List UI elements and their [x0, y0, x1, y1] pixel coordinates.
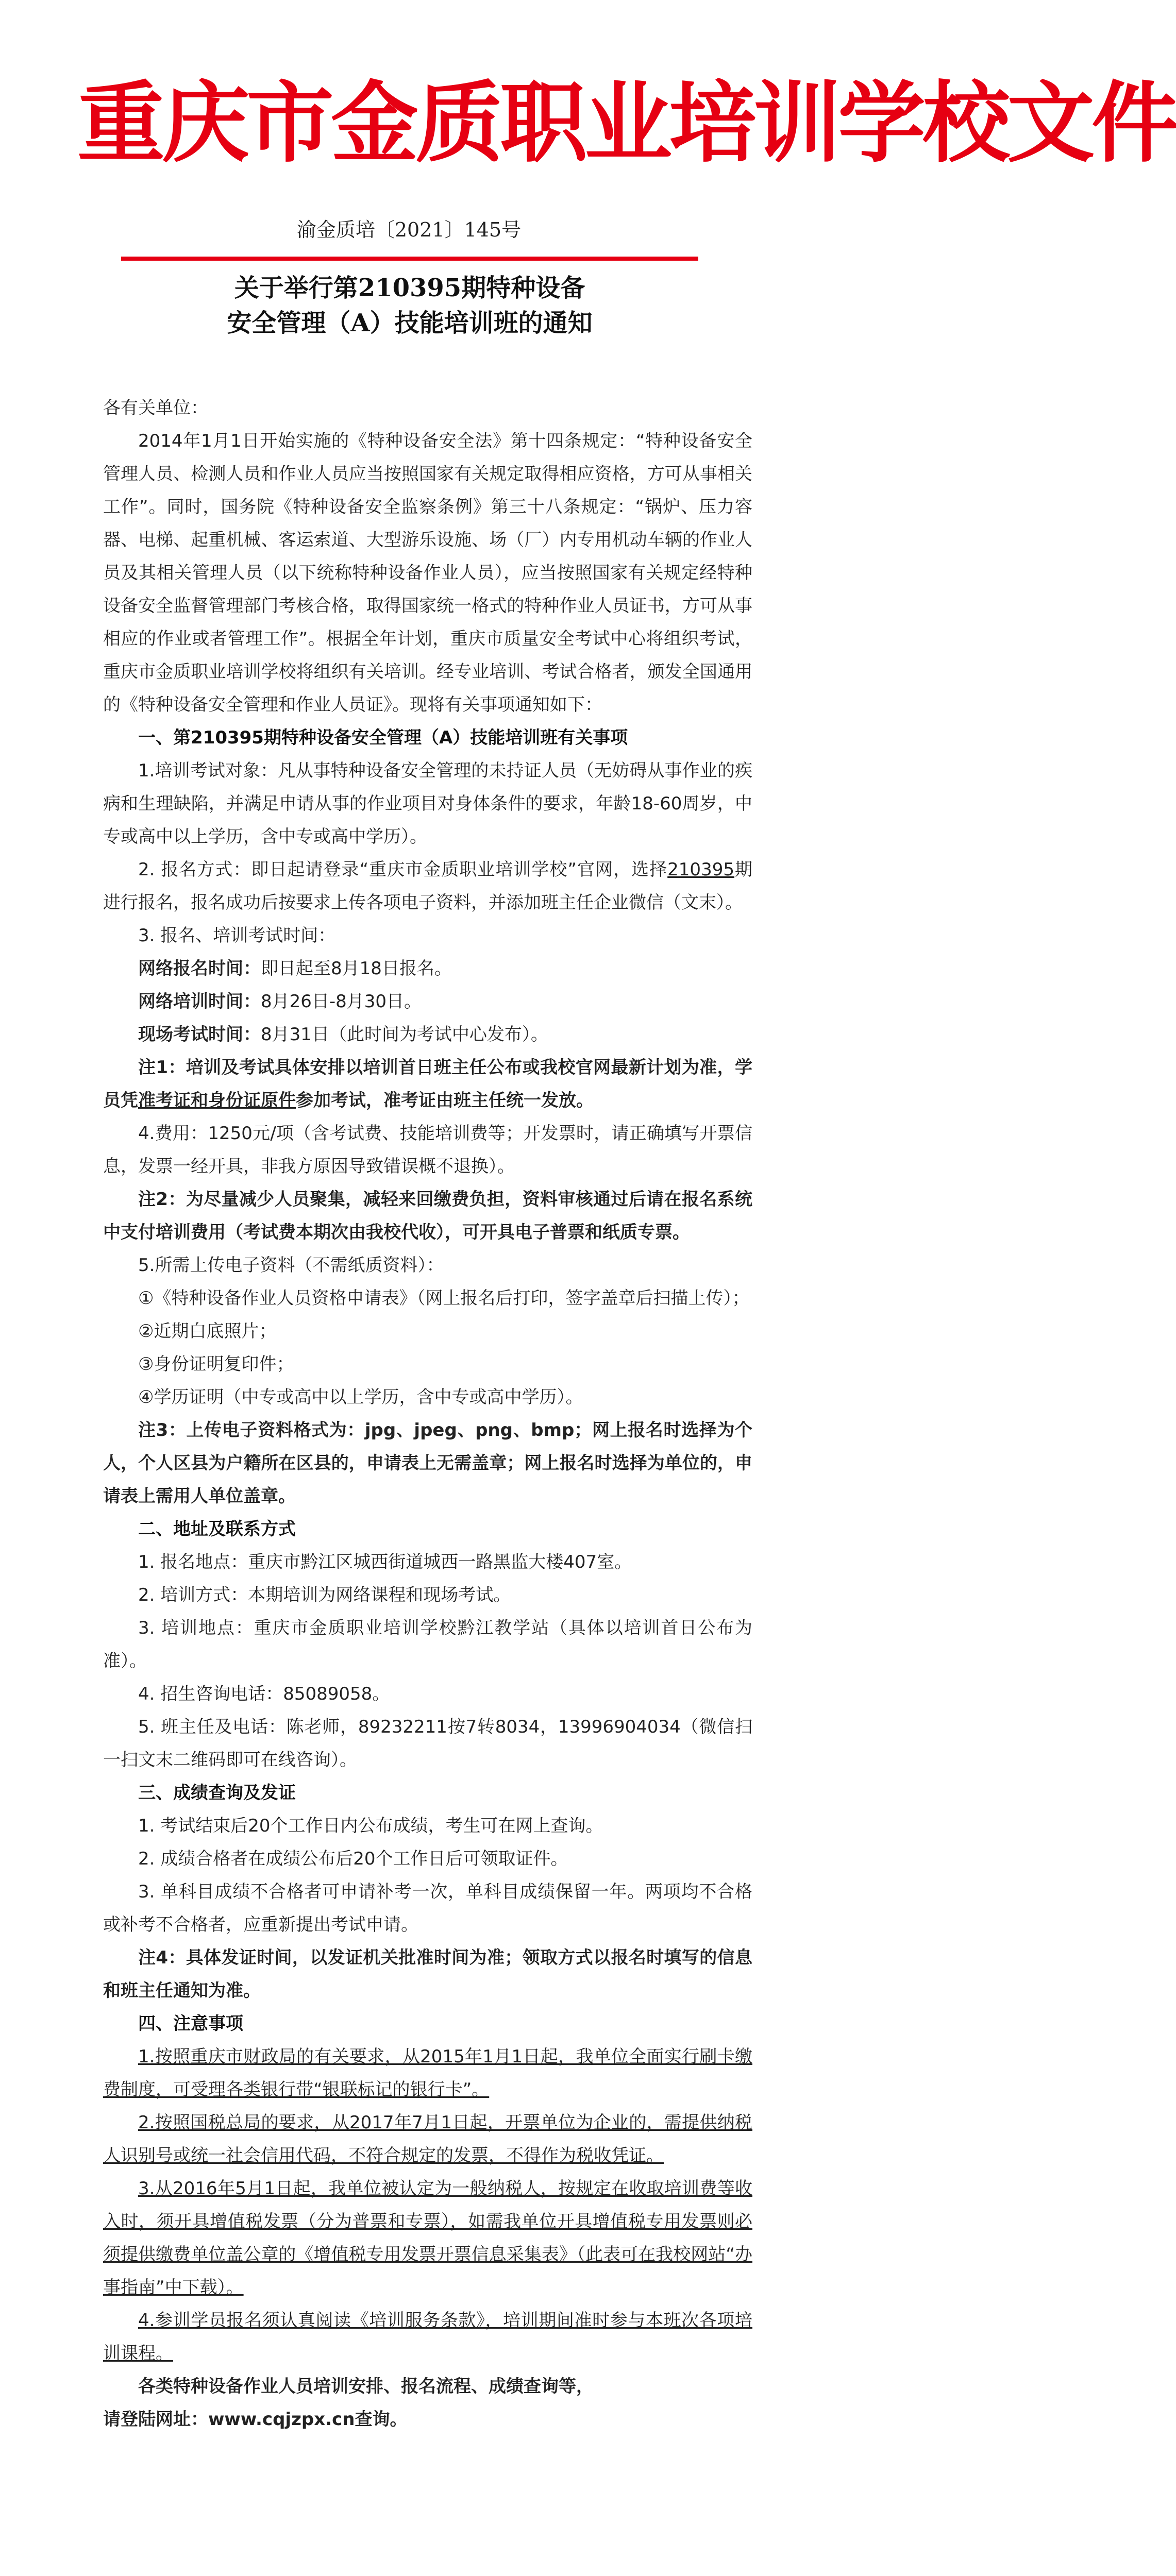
- required-doc-3: ③身份证明复印件；: [138, 1354, 294, 1375]
- section3-item3: 3. 单科目成绩不合格者可申请补考一次，单科目成绩保留一年。两项均不合格或补考不合格者，应重新提出考试申请。: [103, 1882, 752, 1935]
- section1-item3: 3. 报名、培训考试时间：: [138, 925, 336, 946]
- note1-text-a: 注1：培训及考试具体安排以培训首日班主任公布或我校官网最新计划为准，学员凭: [103, 1057, 752, 1111]
- note1-text-b: 参加考试，准考证由班主任统一发放。: [296, 1090, 594, 1111]
- closing-line2: [103, 2403, 752, 2436]
- closing-text-b: 查询。: [355, 2409, 408, 2430]
- notice-title-line2: 安全管理（A）技能培训班的通知: [227, 309, 593, 337]
- time-exam: [103, 1018, 752, 1051]
- notice-item-2: 2.按照国税总局的要求，从2017年7月1日起，开票单位为企业的，需提供纳税人识别号或统一社会信用代码，不符合规定的发票，不得作为税收凭证。: [103, 2112, 752, 2166]
- required-doc-1: ①《特种设备作业人员资格申请表》（网上报名后打印，签字盖章后扫描上传）；: [138, 1288, 750, 1309]
- section2-item4: 4. 招生咨询电话：85089058。: [138, 1684, 390, 1704]
- time-exam-value: 8月31日（此时间为考试中心发布）。: [261, 1024, 548, 1045]
- document-header-title: 重庆市金质职业培训学校文件: [77, 73, 1176, 175]
- time-online: [103, 952, 752, 985]
- section1-item2-text-a: 2. 报名方式：即日起请登录“重庆市金质职业培训学校”官网，选择: [138, 859, 668, 880]
- header-red-rule: [121, 257, 698, 261]
- section3-item2: 2. 成绩合格者在成绩公布后20个工作日后可领取证件。: [138, 1849, 568, 1869]
- note1: [103, 1051, 752, 1117]
- time-exam-label: 现场考试时间：: [138, 1024, 261, 1045]
- notice-title: [77, 270, 742, 341]
- section1-item1: 1.培训考试对象：凡从事特种设备安全管理的未持证人员（无妨碍从事作业的疾病和生理缺陷，并满足申请从事的作业项目对身体条件的要求，年龄18-60周岁，中专或高中以上学历，含中专或高中学历）。: [103, 760, 752, 847]
- section2-heading: 二、地址及联系方式: [138, 1519, 296, 1539]
- section3-item1: 1. 考试结束后20个工作日内公布成绩，考生可在网上查询。: [138, 1816, 603, 1836]
- notes-list: [103, 2040, 752, 2370]
- section2-item1: 1. 报名地点：重庆市黔江区城西街道城西一路黑监大楼407室。: [138, 1552, 632, 1572]
- time-train-value: 8月26日-8月30日。: [261, 991, 422, 1012]
- notice-item-4: 4.参训学员报名须认真阅读《培训服务条款》，培训期间准时参与本班次各项培训课程。: [103, 2310, 752, 2364]
- notice-body: [103, 392, 752, 2436]
- section3-heading: 三、成绩查询及发证: [138, 1783, 296, 1803]
- section1-item2-text-b: 期进行报名，报名成功后按要求上传各项电子资料，并添加班主任企业微信（文末）。: [103, 859, 752, 913]
- section1-item5: 5.所需上传电子资料（不需纸质资料）：: [138, 1255, 444, 1276]
- note4: 注4：具体发证时间，以发证机关批准时间为准；领取方式以报名时填写的信息和班主任通知为准。: [103, 1947, 752, 2001]
- closing-text-a: 请登陆网址：: [103, 2409, 208, 2430]
- note3: 注3：上传电子资料格式为：jpg、jpeg、png、bmp；网上报名时选择为个人，个人区县为户籍所在区县的，申请表上无需盖章；网上报名时选择为单位的，申请表上需用人单位盖章。: [103, 1420, 752, 1506]
- section2-item5: 5. 班主任及电话：陈老师，89232211按7转8034，13996904034（微信扫一扫文末二维码即可在线咨询）。: [103, 1717, 752, 1770]
- note1-underlined: 准考证和身份证原件: [138, 1090, 296, 1111]
- time-train: [103, 985, 752, 1018]
- website-link[interactable]: www.cqjzpx.cn: [208, 2409, 355, 2430]
- note2: 注2：为尽量减少人员聚集，减轻来回缴费负担，资料审核通过后请在报名系统中支付培训费用（考试费本期次由我校代收），可开具电子普票和纸质专票。: [103, 1189, 752, 1243]
- time-online-label: 网络报名时间：: [138, 958, 261, 979]
- time-train-label: 网络培训时间：: [138, 991, 261, 1012]
- notice-item-1: 1.按照重庆市财政局的有关要求，从2015年1月1日起，我单位全面实行刷卡缴费制度，可受理各类银行带“银联标记的银行卡”。: [103, 2046, 752, 2100]
- notice-item-3: 3.从2016年5月1日起，我单位被认定为一般纳税人，按规定在收取培训费等收入时，须开具增值税发票（分为普票和专票），如需我单位开具增值税专用发票则必须提供缴费单位盖公章的《增值税专用发票开票信息采集表》（此表可在我校网站“办事指南”中下载）。: [103, 2178, 752, 2298]
- time-online-value: 即日起至8月18日报名。: [261, 958, 452, 979]
- section2-item2: 2. 培训方式：本期培训为网络课程和现场考试。: [138, 1585, 511, 1605]
- section1-item4: 4.费用：1250元/项（含考试费、技能培训费等；开发票时，请正确填写开票信息，发票一经开具，非我方原因导致错误概不退换）。: [103, 1123, 752, 1177]
- required-doc-4: ④学历证明（中专或高中以上学历，含中专或高中学历）。: [138, 1387, 583, 1408]
- salutation: 各有关单位：: [103, 398, 208, 418]
- section1-item2: [103, 853, 752, 919]
- intro-paragraph: 2014年1月1日开始实施的《特种设备安全法》第十四条规定：“特种设备安全管理人员、检测人员和作业人员应当按照国家有关规定取得相应资格，方可从事相关工作”。同时，国务院《特种设备安全监察条例》第三十八条规定：“锅炉、压力容器、电梯、起重机械、客运索道、大型游乐设施、场（厂）内专用机动车辆的作业人员及其相关管理人员（以下统称特种设备作业人员），应当按照国家有关规定经特种设备安全监督管理部门考核合格，取得国家统一格式的特种作业人员证书，方可从事相应的作业或者管理工作”。根据全年计划，重庆市质量安全考试中心将组织考试，重庆市金质职业培训学校将组织有关培训。经专业培训、考试合格者，颁发全国通用的《特种设备安全管理和作业人员证》。现将有关事项通知如下：: [103, 431, 752, 715]
- period-number-link[interactable]: 210395: [667, 859, 734, 880]
- section1-heading: 一、第210395期特种设备安全管理（A）技能培训班有关事项: [138, 727, 628, 748]
- section4-heading: 四、注意事项: [138, 2013, 243, 2034]
- section2-item3: 3. 培训地点：重庆市金质职业培训学校黔江教学站（具体以培训首日公布为准）。: [103, 1618, 752, 1671]
- required-doc-2: ②近期白底照片；: [138, 1321, 277, 1342]
- closing-line1: 各类特种设备作业人员培训安排、报名流程、成绩查询等，: [138, 2376, 594, 2397]
- document-number: 渝金质培〔2021〕145号: [296, 218, 522, 241]
- notice-title-line1: 关于举行第210395期特种设备: [234, 274, 585, 302]
